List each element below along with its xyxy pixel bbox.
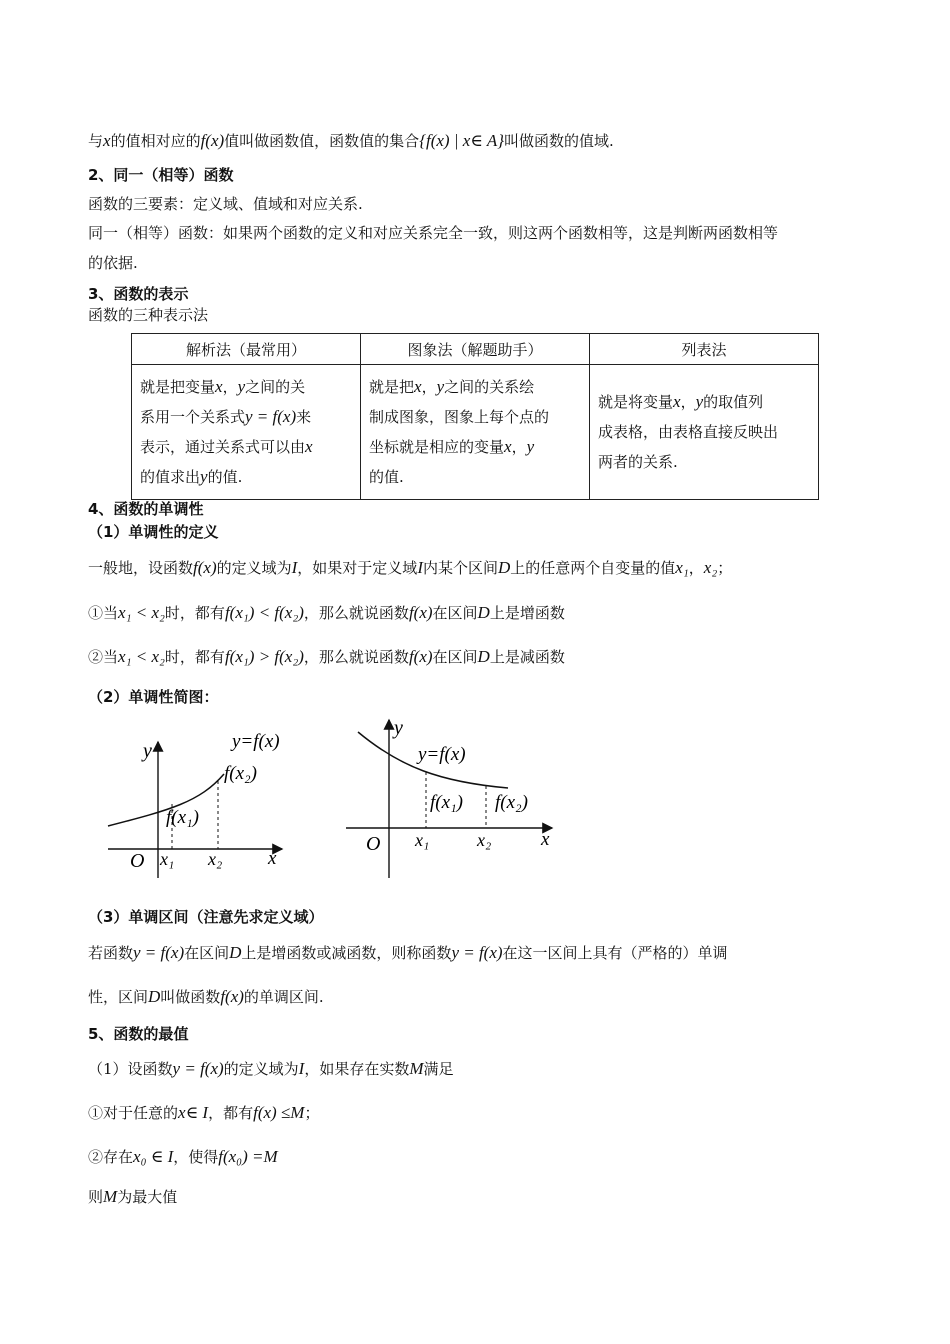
text: 来	[296, 408, 312, 426]
table-cell-graph	[361, 365, 590, 500]
text: 对于任意的	[103, 1104, 179, 1122]
math-fx: f(x)	[408, 647, 433, 666]
text: ②	[88, 648, 104, 666]
text: 就是把	[369, 378, 415, 396]
text: 表示，通过关系式可以由	[140, 438, 306, 456]
text: 值叫做函数值，函数值的集合	[224, 132, 420, 150]
text: 存在	[103, 1148, 134, 1166]
text: ，	[511, 438, 527, 456]
sketch-subheading: （2）单调性简图：	[88, 688, 219, 706]
math-D: D	[477, 647, 490, 666]
y-label: y	[143, 740, 152, 762]
text: ，	[421, 378, 437, 396]
text: ，使得	[173, 1148, 219, 1166]
text: 就是把变量	[140, 378, 216, 396]
max-value-setup-line	[88, 1058, 454, 1080]
math-y: y	[436, 377, 445, 396]
math-I: I	[298, 1059, 305, 1078]
fx2-label: f(x₂)	[224, 763, 257, 784]
text: 的定义域为	[223, 1060, 299, 1078]
x-label: x	[541, 829, 550, 850]
text: 的单调区间.	[243, 988, 324, 1006]
text: 之间的关	[245, 378, 306, 396]
equal-function-text-2: 的依据.	[88, 254, 138, 272]
text: ，那么就说函数	[303, 604, 409, 622]
text: 系用一个关系式	[140, 408, 246, 426]
table-header: 解析法（最常用）	[132, 334, 361, 365]
text: 为最大值	[117, 1188, 178, 1206]
math-x: x	[215, 377, 223, 396]
text: 若函数	[88, 944, 134, 962]
text: 叫做函数的值域.	[504, 132, 614, 150]
math-x1: x₁	[675, 558, 689, 577]
text: 的值相对应的	[110, 132, 201, 150]
max-condition-1	[88, 1102, 319, 1124]
origin-label: O	[130, 850, 145, 872]
math-I: I	[417, 558, 423, 577]
text: 上是减函数	[489, 648, 565, 666]
text: ；	[304, 1104, 320, 1122]
text: 上是增函数	[489, 604, 565, 622]
text: 的值.	[207, 468, 243, 486]
equal-function-text-1: 同一（相等）函数：如果两个函数的定义和对应关系完全一致，则这两个函数相等，这是判断两函数相等	[88, 224, 779, 242]
table-header: 图象法（解题助手）	[361, 334, 590, 365]
representation-table	[131, 333, 819, 500]
text: 上是增函数或减函数，则称函数	[241, 944, 452, 962]
fx2-label: f(x₂)	[495, 792, 528, 813]
text: 时，都有	[164, 648, 225, 666]
fx1-label: f(x₁)	[430, 792, 463, 813]
math-relation: f(x₁) < f(x₂)	[224, 603, 304, 622]
math-x2: x₂	[703, 558, 718, 577]
text: 的取值列	[703, 393, 764, 411]
text: 在这一区间上具有（严格的）单调	[502, 944, 728, 962]
math-y: y	[526, 437, 535, 456]
text: 当	[103, 648, 119, 666]
math-eq: y = f(x)	[245, 407, 297, 426]
x2-label: x₂	[208, 849, 223, 869]
text: ①	[88, 604, 104, 622]
text: ，	[680, 393, 696, 411]
text: （1）设函数	[88, 1060, 173, 1078]
curve-label: y=f(x)	[418, 744, 466, 765]
table-row	[132, 365, 819, 500]
max-condition-2	[88, 1146, 278, 1168]
math-x: x	[504, 437, 512, 456]
text: ，如果对于定义域	[297, 559, 418, 577]
math-condition: x₁ < x₂	[118, 647, 165, 666]
increasing-function-graph	[100, 722, 310, 882]
math-x: x	[305, 437, 313, 456]
math-D: D	[229, 943, 242, 962]
section-2-heading: 2、同一（相等）函数	[88, 166, 234, 184]
y-label: y	[394, 717, 403, 739]
math-D: D	[148, 987, 161, 1006]
text: 就是将变量	[598, 393, 674, 411]
table-cell-list	[590, 365, 819, 500]
math-range-set: {f(x) | x∈ A}	[419, 131, 505, 150]
math-x: x	[414, 377, 422, 396]
x1-label: x₁	[415, 830, 430, 850]
text: 时，都有	[164, 604, 225, 622]
math-x: x	[673, 392, 681, 411]
text: ，那么就说函数	[303, 648, 409, 666]
text: ，如果存在实数	[304, 1060, 410, 1078]
text: 在区间	[432, 604, 478, 622]
text: 在区间	[432, 648, 478, 666]
math-D: D	[477, 603, 490, 622]
monotonic-definition-line	[88, 557, 732, 579]
math-fx: f(x)	[200, 131, 225, 150]
text: 的值求出	[140, 468, 201, 486]
section-4-heading: 4、函数的单调性	[88, 500, 204, 518]
math-condition: x₁ < x₂	[118, 603, 165, 622]
math-eq: y = f(x)	[451, 943, 503, 962]
definition-subheading: （1）单调性的定义	[88, 523, 219, 541]
fx1-label: f(x₁)	[166, 807, 199, 828]
math-eq: y = f(x)	[133, 943, 185, 962]
text: 一般地，设函数	[88, 559, 194, 577]
text: 上的任意两个自变量的值	[510, 559, 676, 577]
math-eq: y = f(x)	[172, 1059, 224, 1078]
x2-label: x₂	[477, 830, 492, 850]
text: ，都有	[208, 1104, 254, 1122]
text: 成表格，由表格直接反映出	[598, 423, 779, 441]
text: 制成图象，图象上每个点的	[369, 408, 550, 426]
origin-label: O	[366, 833, 381, 855]
math-y: y	[200, 467, 208, 486]
text: 内某个区间	[422, 559, 498, 577]
text: 的定义域为	[216, 559, 292, 577]
text: 性，区间	[88, 988, 149, 1006]
math-fx: f(x)	[408, 603, 433, 622]
math-condition: x∈ I	[178, 1103, 209, 1122]
text: 满足	[423, 1060, 454, 1078]
text: 与	[88, 132, 104, 150]
text: ①	[88, 1104, 104, 1122]
math-M: M	[103, 1187, 118, 1206]
text: ；	[717, 559, 733, 577]
math-y: y	[695, 392, 704, 411]
math-relation: f(x₁) > f(x₂)	[224, 647, 304, 666]
interval-subheading: （3）单调区间（注意先求定义域）	[88, 908, 324, 926]
text: ②	[88, 1148, 104, 1166]
table-header-row	[132, 334, 819, 365]
math-M: M	[409, 1059, 424, 1078]
math-x: x	[103, 131, 111, 150]
decreasing-condition-line	[88, 646, 565, 668]
math-condition: x₀ ∈ I	[133, 1147, 174, 1166]
x-label: x	[268, 848, 277, 869]
text: 当	[103, 604, 119, 622]
text: 在区间	[184, 944, 230, 962]
text: 则	[88, 1188, 104, 1206]
decreasing-function-graph	[340, 712, 570, 882]
text: 两者的关系.	[598, 453, 678, 471]
text: 叫做函数	[160, 988, 221, 1006]
math-relation: f(x) ≤M	[253, 1103, 305, 1122]
curve-label: y=f(x)	[232, 731, 280, 752]
text: ，	[688, 559, 704, 577]
table-cell-analytic	[132, 365, 361, 500]
three-methods-text: 函数的三种表示法	[88, 306, 209, 324]
text: 之间的关系绘	[444, 378, 535, 396]
section-5-heading: 5、函数的最值	[88, 1025, 189, 1043]
max-conclusion	[88, 1186, 177, 1208]
range-definition-line	[88, 130, 614, 152]
interval-text-line-1	[88, 942, 728, 964]
table-header: 列表法	[590, 334, 819, 365]
text: 坐标就是相应的变量	[369, 438, 505, 456]
x1-label: x₁	[160, 849, 175, 869]
text: 的值.	[369, 468, 404, 486]
section-3-heading: 3、函数的表示	[88, 285, 189, 303]
three-elements-text: 函数的三要素：定义域、值域和对应关系.	[88, 195, 363, 213]
interval-text-line-2	[88, 986, 324, 1008]
math-fx: f(x)	[220, 987, 244, 1006]
math-D: D	[498, 558, 511, 577]
math-relation: f(x₀) =M	[218, 1147, 278, 1166]
increasing-condition-line	[88, 602, 565, 624]
math-y: y	[237, 377, 246, 396]
text: ，	[222, 378, 238, 396]
math-I: I	[291, 558, 298, 577]
math-fx: f(x)	[193, 558, 217, 577]
